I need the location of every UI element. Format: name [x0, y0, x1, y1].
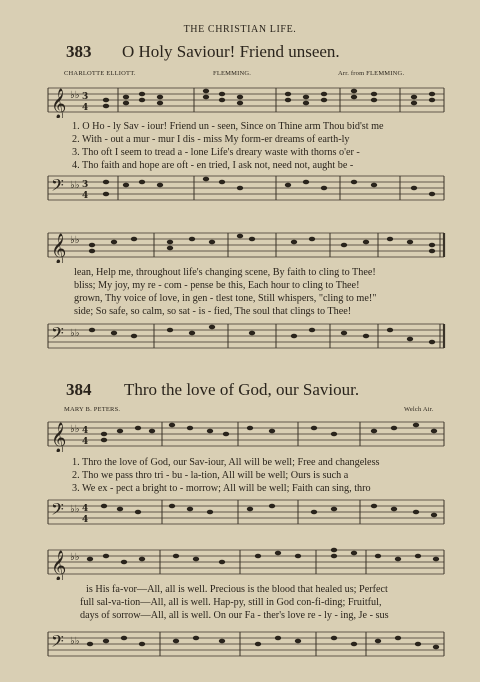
- svg-text:♭♭: ♭♭: [70, 552, 80, 563]
- music-staff: [44, 172, 448, 206]
- svg-text:♭♭: ♭♭: [70, 235, 80, 246]
- svg-text:𝄢: 𝄢: [51, 499, 64, 523]
- hymn-title: O Holy Saviour! Friend unseen.: [122, 42, 340, 61]
- verse-line: 1. O Ho - ly Sav - iour! Friend un - seen, Since on Thine arm Thou bid'st me: [72, 121, 384, 132]
- svg-text:♭♭: ♭♭: [70, 328, 80, 339]
- verse-line: bliss; My joy, my re - com - pense be this, Each hour to cling to Thee!: [74, 280, 360, 291]
- verse-line: 4. Tho faith and hope are oft - en tried, I ask not, need not, aught be -: [72, 160, 354, 171]
- svg-text:♭♭: ♭♭: [70, 90, 80, 101]
- svg-text:4: 4: [82, 191, 89, 201]
- hymn-tune: Welch Air.: [404, 406, 434, 413]
- verse-line: is His fa-vor—All, all is well. Precious is the blood that healed us; Perfect: [86, 584, 388, 595]
- svg-text:4: 4: [82, 426, 89, 436]
- music-staff: [44, 496, 448, 530]
- verse-line: days of sorrow—All, all is well. On our Fa - ther's love re - ly - ing, Je - sus: [80, 610, 389, 621]
- verse-line: lean, Help me, throughout life's changing scene, By faith to cling to Thee!: [74, 267, 376, 278]
- verse-line: 2. Tho we pass thro tri - bu - la-tion, All will be well; Ours is such a: [72, 470, 349, 481]
- svg-text:♭♭: ♭♭: [70, 636, 80, 647]
- music-staff: [44, 84, 448, 118]
- music-staff: [44, 418, 448, 452]
- svg-text:3: 3: [82, 92, 89, 102]
- svg-text:4: 4: [82, 515, 89, 525]
- svg-text:4: 4: [82, 504, 89, 514]
- music-staff: [44, 229, 448, 263]
- svg-text:𝄢: 𝄢: [51, 631, 64, 655]
- verse-line: 3. We ex - pect a bright to - morrow; All will be well; Faith can sing, thro: [72, 483, 371, 494]
- svg-text:4: 4: [82, 103, 89, 113]
- music-staff: [44, 546, 448, 580]
- svg-text:𝄞: 𝄞: [51, 423, 67, 452]
- svg-text:𝄞: 𝄞: [51, 89, 67, 118]
- svg-text:♭♭: ♭♭: [70, 424, 80, 435]
- hymn-title: Thro the love of God, our Saviour.: [124, 380, 360, 399]
- hymn-tune: FLEMMING.: [213, 70, 252, 77]
- svg-text:♭♭: ♭♭: [70, 504, 80, 515]
- svg-text:𝄞: 𝄞: [51, 551, 67, 580]
- hymn-number: 384: [66, 380, 92, 399]
- verse-line: grown, Thy voice of love, in gen - tlest tone, Still whispers, "cling to me!": [74, 293, 377, 304]
- verse-line: side; So safe, so calm, so sat - is - fied, The soul that clings to Thee!: [74, 306, 352, 317]
- verse-line: full sal-va-tion—All, all is well. Hap-py, still in God con-fi-ding; Fruitful,: [80, 597, 382, 608]
- verse-line: 1. Thro the love of God, our Sav-iour, All will be well; Free and changeless: [72, 457, 380, 468]
- music-staff: [44, 320, 448, 354]
- svg-text:𝄢: 𝄢: [51, 323, 64, 347]
- hymn-author: CHARLOTTE ELLIOTT.: [64, 70, 136, 77]
- svg-text:♭♭: ♭♭: [70, 180, 80, 191]
- verse-line: 2. With - out a mur - mur I dis - miss My form-er dreams of earth-ly: [72, 134, 350, 145]
- running-head: THE CHRISTIAN LIFE.: [183, 24, 297, 35]
- svg-text:3: 3: [82, 180, 89, 190]
- svg-text:𝄢: 𝄢: [51, 175, 64, 199]
- svg-text:4: 4: [82, 437, 89, 447]
- svg-text:𝄞: 𝄞: [51, 234, 67, 263]
- music-staff: [44, 628, 448, 662]
- verse-line: 3. Tho oft I seem to tread a - lone Life's dreary waste with thorns o'er -: [72, 147, 360, 158]
- hymn-number: 383: [66, 42, 92, 61]
- hymn-author: MARY B. PETERS.: [64, 406, 121, 413]
- hymn-arranger: Arr. from FLEMMING.: [338, 70, 405, 77]
